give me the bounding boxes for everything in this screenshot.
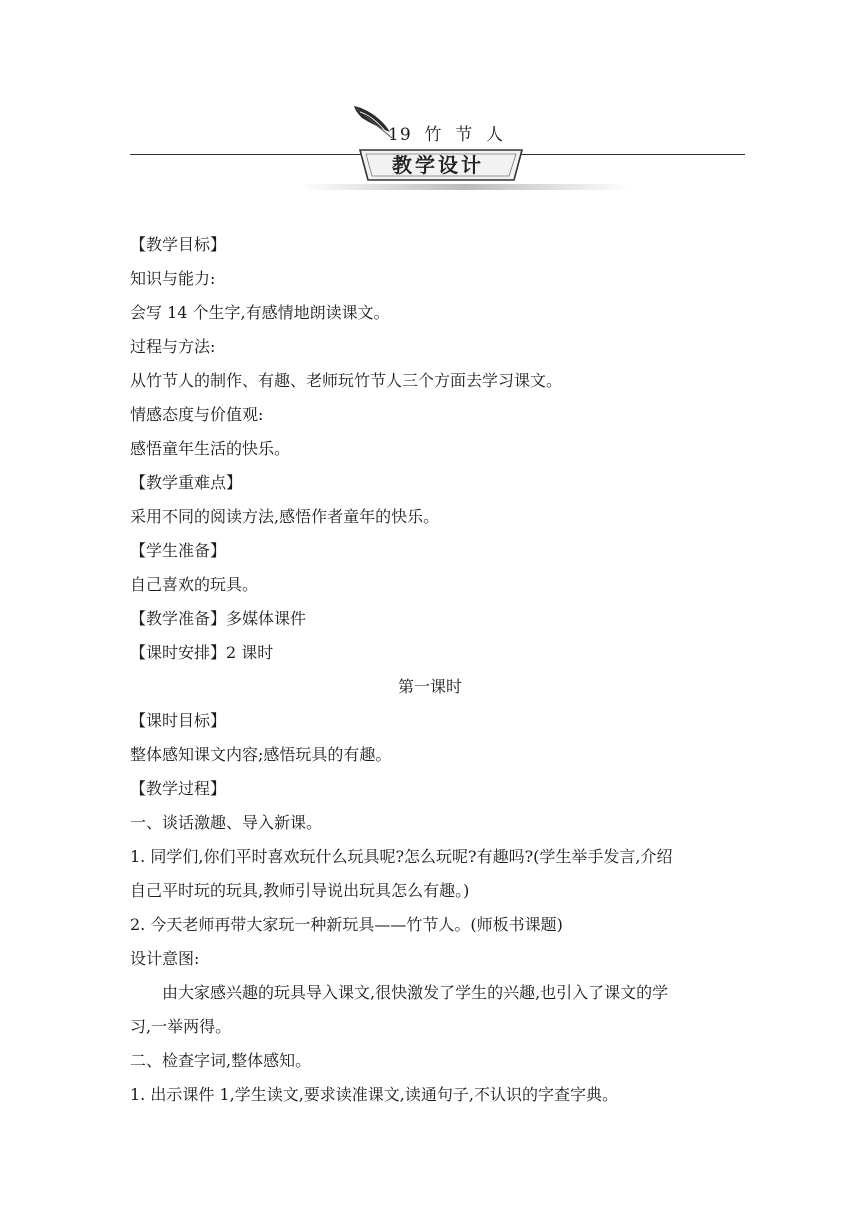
heading-period-goals: 【课时目标】	[130, 711, 227, 730]
text-line: 【教学准备】多媒体课件	[130, 609, 307, 628]
text-line: 习,一举两得。	[130, 1017, 232, 1036]
text-line: 情感态度与价值观:	[130, 405, 264, 424]
text-line: 2. 今天老师再带大家玩一种新玩具——竹节人。(师板书课题)	[130, 915, 563, 934]
banner-shadow	[300, 184, 630, 190]
heading-teaching-process: 【教学过程】	[130, 779, 227, 798]
heading-student-prep: 【学生准备】	[130, 541, 227, 560]
document-body	[130, 228, 730, 1112]
heading-teaching-goals: 【教学目标】	[130, 235, 227, 254]
text-line: 1. 出示课件 1,学生读文,要求读准课文,读通句子,不认识的字查字典。	[130, 1085, 618, 1104]
text-line: 从竹节人的制作、有趣、老师玩竹节人三个方面去学习课文。	[130, 371, 563, 390]
section-banner: 教学设计	[392, 153, 484, 177]
text-line: 整体感知课文内容;感悟玩具的有趣。	[130, 745, 392, 764]
text-line: 设计意图:	[130, 949, 200, 968]
period-title: 第一课时	[397, 677, 462, 696]
text-line: 感悟童年生活的快乐。	[130, 439, 291, 458]
text-line: 二、检查字词,整体感知。	[130, 1051, 312, 1070]
text-line: 自己喜欢的玩具。	[130, 575, 259, 594]
text-line: 1. 同学们,你们平时喜欢玩什么玩具呢?怎么玩呢?有趣吗?(学生举手发言,介绍	[130, 847, 673, 866]
text-line: 一、谈话激趣、导入新课。	[130, 813, 323, 832]
heading-key-points: 【教学重难点】	[130, 473, 243, 492]
text-line: 【课时安排】2 课时	[130, 643, 274, 662]
text-line: 采用不同的阅读方法,感悟作者童年的快乐。	[130, 507, 440, 526]
text-line: 由大家感兴趣的玩具导入课文,很快激发了学生的兴趣,也引入了课文的学	[162, 983, 669, 1002]
text-line: 自己平时玩的玩具,教师引导说出玩具怎么有趣。)	[130, 881, 470, 900]
text-line: 会写 14 个生字,有感情地朗读课文。	[130, 303, 390, 322]
page-header	[0, 0, 860, 200]
text-line: 过程与方法:	[130, 337, 216, 356]
text-line: 知识与能力:	[130, 269, 216, 288]
lesson-title: 19 竹 节 人	[388, 125, 505, 145]
